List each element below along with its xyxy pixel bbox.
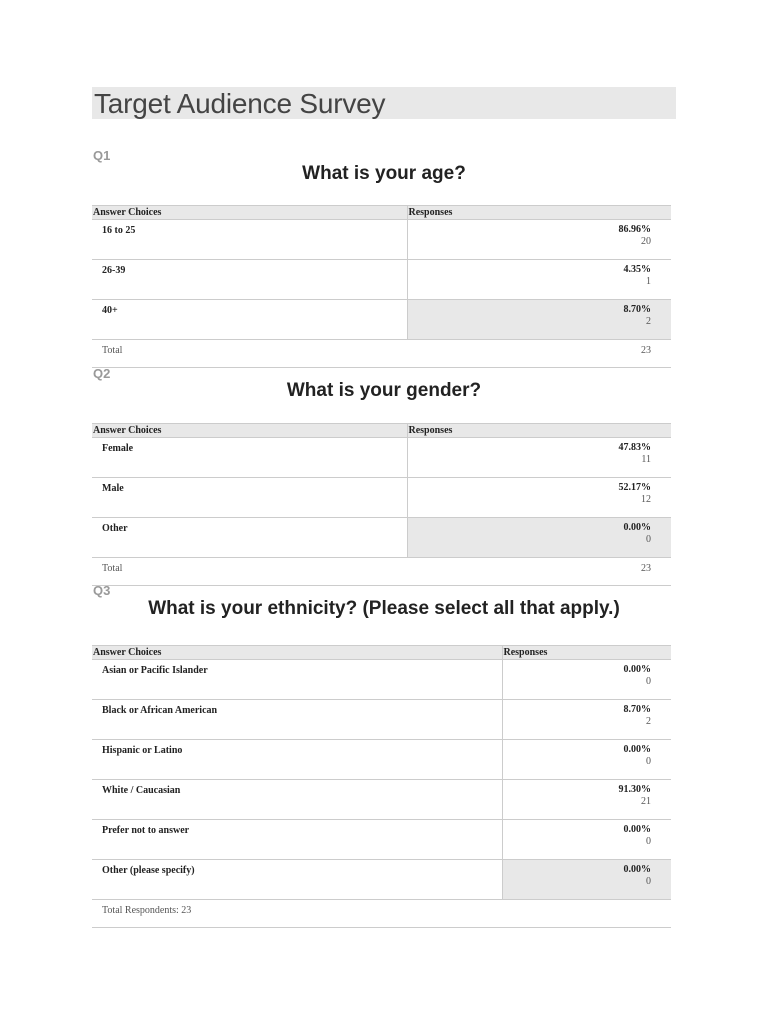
- answer-choice: 40+: [92, 300, 407, 340]
- response-percent: 0.00%: [623, 824, 651, 835]
- response-count: 0: [646, 534, 651, 545]
- page-title: Target Audience Survey: [94, 88, 386, 119]
- table-row: [92, 780, 671, 820]
- answer-choices-header: Answer Choices: [92, 424, 407, 438]
- response-count: 12: [641, 494, 651, 505]
- total-value: 23: [407, 340, 671, 368]
- response-percent: 8.70%: [623, 304, 651, 315]
- response-cell: [502, 660, 671, 700]
- table-row: [92, 438, 671, 478]
- table-row: [92, 860, 671, 900]
- total-row: [92, 558, 671, 586]
- total-label: Total: [92, 558, 407, 586]
- question-number: Q2: [93, 366, 111, 381]
- question-text: What is your age?: [302, 163, 466, 184]
- response-cell: [502, 820, 671, 860]
- total-label: Total: [92, 340, 407, 368]
- answer-choice: 16 to 25: [92, 220, 407, 260]
- response-cell: [407, 438, 671, 478]
- responses-header: Responses: [407, 206, 671, 220]
- response-count: 2: [646, 316, 651, 327]
- response-cell: [407, 518, 671, 558]
- table-header: [92, 646, 671, 660]
- response-count: 0: [646, 756, 651, 767]
- response-cell: [502, 780, 671, 820]
- table-row: [92, 660, 671, 700]
- response-cell: [407, 478, 671, 518]
- response-count: 0: [646, 676, 651, 687]
- table-header: [92, 206, 671, 220]
- total-respondents: Total Respondents: 23: [92, 900, 671, 928]
- response-count: 0: [646, 876, 651, 887]
- response-cell: [407, 260, 671, 300]
- title-bar: [92, 87, 676, 119]
- response-percent: 4.35%: [623, 264, 651, 275]
- response-percent: 86.96%: [618, 224, 651, 235]
- total-value: 23: [407, 558, 671, 586]
- table-row: [92, 220, 671, 260]
- response-count: 20: [641, 236, 651, 247]
- question-text: What is your ethnicity? (Please select all that apply.): [148, 598, 620, 619]
- response-cell: [502, 860, 671, 900]
- table-row: [92, 700, 671, 740]
- total-row: [92, 900, 671, 928]
- response-count: 1: [646, 276, 651, 287]
- response-percent: 0.00%: [623, 664, 651, 675]
- answer-choices-header: Answer Choices: [92, 646, 502, 660]
- table-row: [92, 300, 671, 340]
- response-percent: 0.00%: [623, 864, 651, 875]
- table-row: [92, 478, 671, 518]
- table-row: [92, 740, 671, 780]
- response-percent: 0.00%: [623, 744, 651, 755]
- answer-choice: 26-39: [92, 260, 407, 300]
- results-table: [92, 645, 671, 928]
- response-cell: [407, 300, 671, 340]
- table-row: [92, 518, 671, 558]
- table-header: [92, 424, 671, 438]
- response-percent: 8.70%: [623, 704, 651, 715]
- response-percent: 52.17%: [618, 482, 651, 493]
- results-table: [92, 423, 671, 586]
- response-count: 0: [646, 836, 651, 847]
- table-row: [92, 820, 671, 860]
- results-table: [92, 205, 671, 368]
- response-count: 11: [641, 454, 651, 465]
- responses-header: Responses: [407, 424, 671, 438]
- response-cell: [502, 700, 671, 740]
- response-percent: 47.83%: [618, 442, 651, 453]
- response-count: 2: [646, 716, 651, 727]
- question-number: Q1: [93, 148, 111, 163]
- answer-choice: Male: [92, 478, 407, 518]
- response-count: 21: [641, 796, 651, 807]
- total-row: [92, 340, 671, 368]
- response-cell: [502, 740, 671, 780]
- question-text: What is your gender?: [286, 380, 482, 401]
- answer-choices-header: Answer Choices: [92, 206, 407, 220]
- answer-choice: White / Caucasian: [92, 780, 502, 820]
- answer-choice: Hispanic or Latino: [92, 740, 502, 780]
- response-percent: 0.00%: [623, 522, 651, 533]
- answer-choice: Other: [92, 518, 407, 558]
- answer-choice: Asian or Pacific Islander: [92, 660, 502, 700]
- responses-header: Responses: [502, 646, 671, 660]
- answer-choice: Black or African American: [92, 700, 502, 740]
- answer-choice: Other (please specify): [92, 860, 502, 900]
- question-number: Q3: [93, 583, 111, 598]
- response-percent: 91.30%: [618, 784, 651, 795]
- table-row: [92, 260, 671, 300]
- response-cell: [407, 220, 671, 260]
- answer-choice: Prefer not to answer: [92, 820, 502, 860]
- answer-choice: Female: [92, 438, 407, 478]
